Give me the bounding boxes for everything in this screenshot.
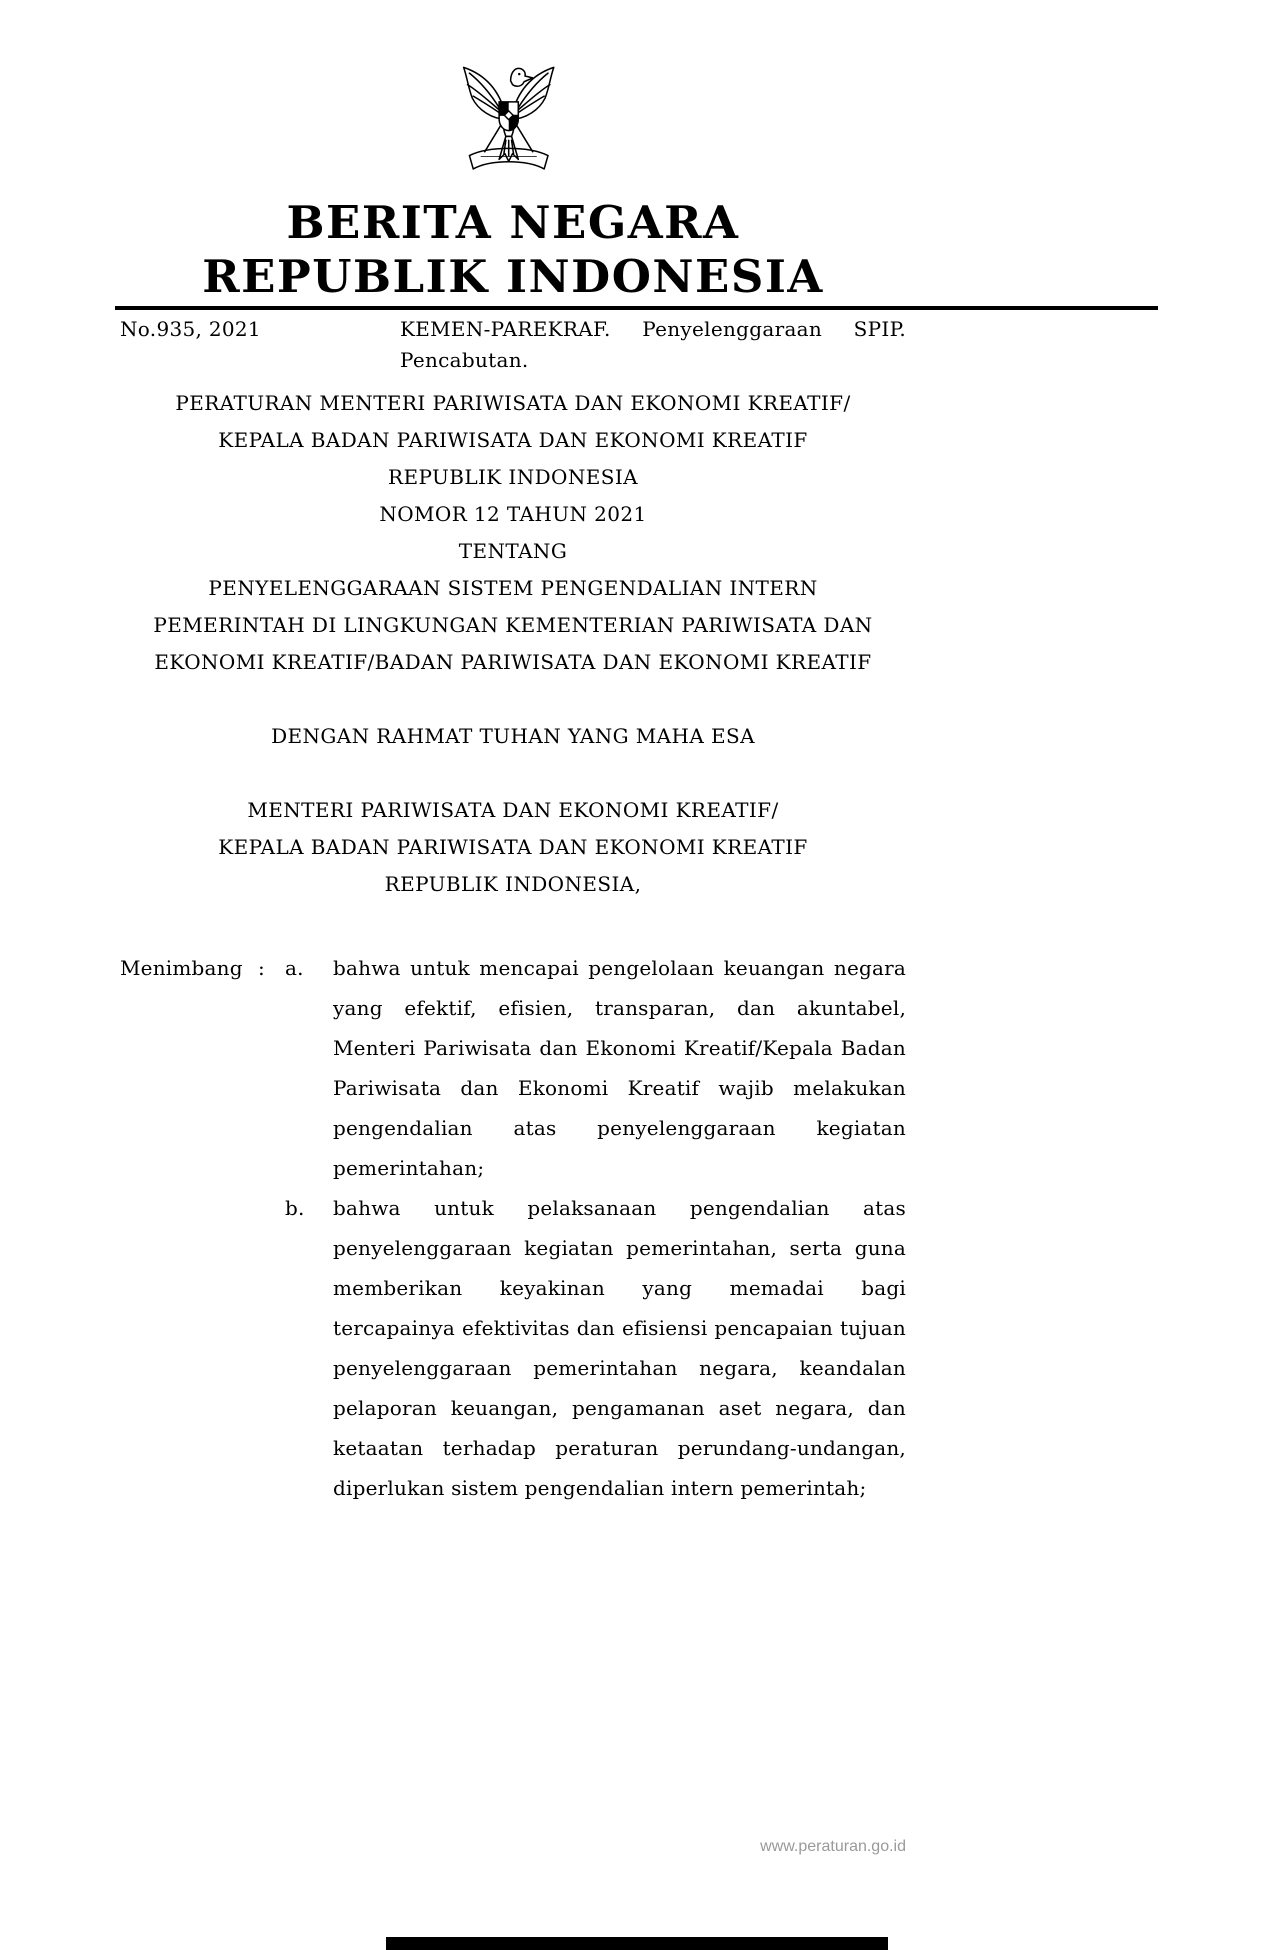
bottom-bar (386, 1937, 888, 1950)
title-line: PERATURAN MENTERI PARIWISATA DAN EKONOMI KREATIF/ (175, 391, 851, 415)
spacer (120, 755, 906, 792)
considering-label: Menimbang (120, 956, 243, 980)
item-letter: a. (285, 956, 304, 980)
spacer (120, 681, 906, 718)
gazette-meta (120, 314, 906, 376)
masthead-line2: REPUBLIK INDONESIA (202, 250, 824, 303)
gazette-subject (400, 314, 906, 376)
regulation-title-block (120, 385, 906, 903)
authority-line: KEPALA BADAN PARIWISATA DAN EKONOMI KREATIF (218, 835, 808, 859)
masthead-line1: BERITA NEGARA (286, 196, 740, 249)
garuda-pancasila-icon (456, 58, 571, 186)
title-line: EKONOMI KREATIF/BADAN PARIWISATA DAN EKONOMI KREATIF (154, 650, 872, 674)
considering-item-a (120, 948, 906, 1188)
footer-watermark: www.peraturan.go.id (760, 1838, 906, 1855)
title-line: PENYELENGGARAAN SISTEM PENGENDALIAN INTERN (208, 576, 818, 600)
item-text: bahwa untuk pelaksanaan pengendalian atas penyelenggaraan kegiatan pemerintahan, serta guna memberikan keyakinan yang memadai bagi tercapainya efektivitas dan efisiensi pencapaian tujuan penyelenggaraan pemerintahan negara, keandalan pelaporan keuangan, pengamanan aset negara, dan ketaatan terhadap peraturan perundang-undangan, diperlukan sistem pengendalian intern pemerintah; (333, 1196, 906, 1500)
considering-section (120, 948, 906, 1508)
considering-colon: : (258, 956, 265, 980)
title-line: NOMOR 12 TAHUN 2021 (379, 502, 647, 526)
gazette-subject-line1: KEMEN-PAREKRAF. Penyelenggaraan SPIP. (400, 317, 906, 341)
item-letter: b. (285, 1196, 305, 1220)
item-text: bahwa untuk mencapai pengelolaan keuangan negara yang efektif, efisien, transparan, dan akuntabel, Menteri Pariwisata dan Ekonomi Kreatif/Kepala Badan Pariwisata dan Ekonomi Kreatif wajib melakukan pengendalian atas penyelenggaraan kegiatan pemerintahan; (333, 956, 906, 1180)
considering-item-b (120, 1188, 906, 1508)
title-line: TENTANG (458, 539, 568, 563)
title-line: REPUBLIK INDONESIA (388, 465, 638, 489)
title-line: PEMERINTAH DI LINGKUNGAN KEMENTERIAN PARIWISATA DAN (153, 613, 873, 637)
gazette-subject-line2: Pencabutan. (400, 348, 529, 372)
gazette-number: No.935, 2021 (120, 317, 261, 341)
title-line: KEPALA BADAN PARIWISATA DAN EKONOMI KREATIF (218, 428, 808, 452)
authority-line: MENTERI PARIWISATA DAN EKONOMI KREATIF/ (247, 798, 779, 822)
masthead (120, 196, 906, 304)
masthead-rule (115, 306, 1158, 310)
emblem-container (120, 58, 906, 186)
authority-line: REPUBLIK INDONESIA, (384, 872, 642, 896)
invocation-line: DENGAN RAHMAT TUHAN YANG MAHA ESA (271, 724, 755, 748)
